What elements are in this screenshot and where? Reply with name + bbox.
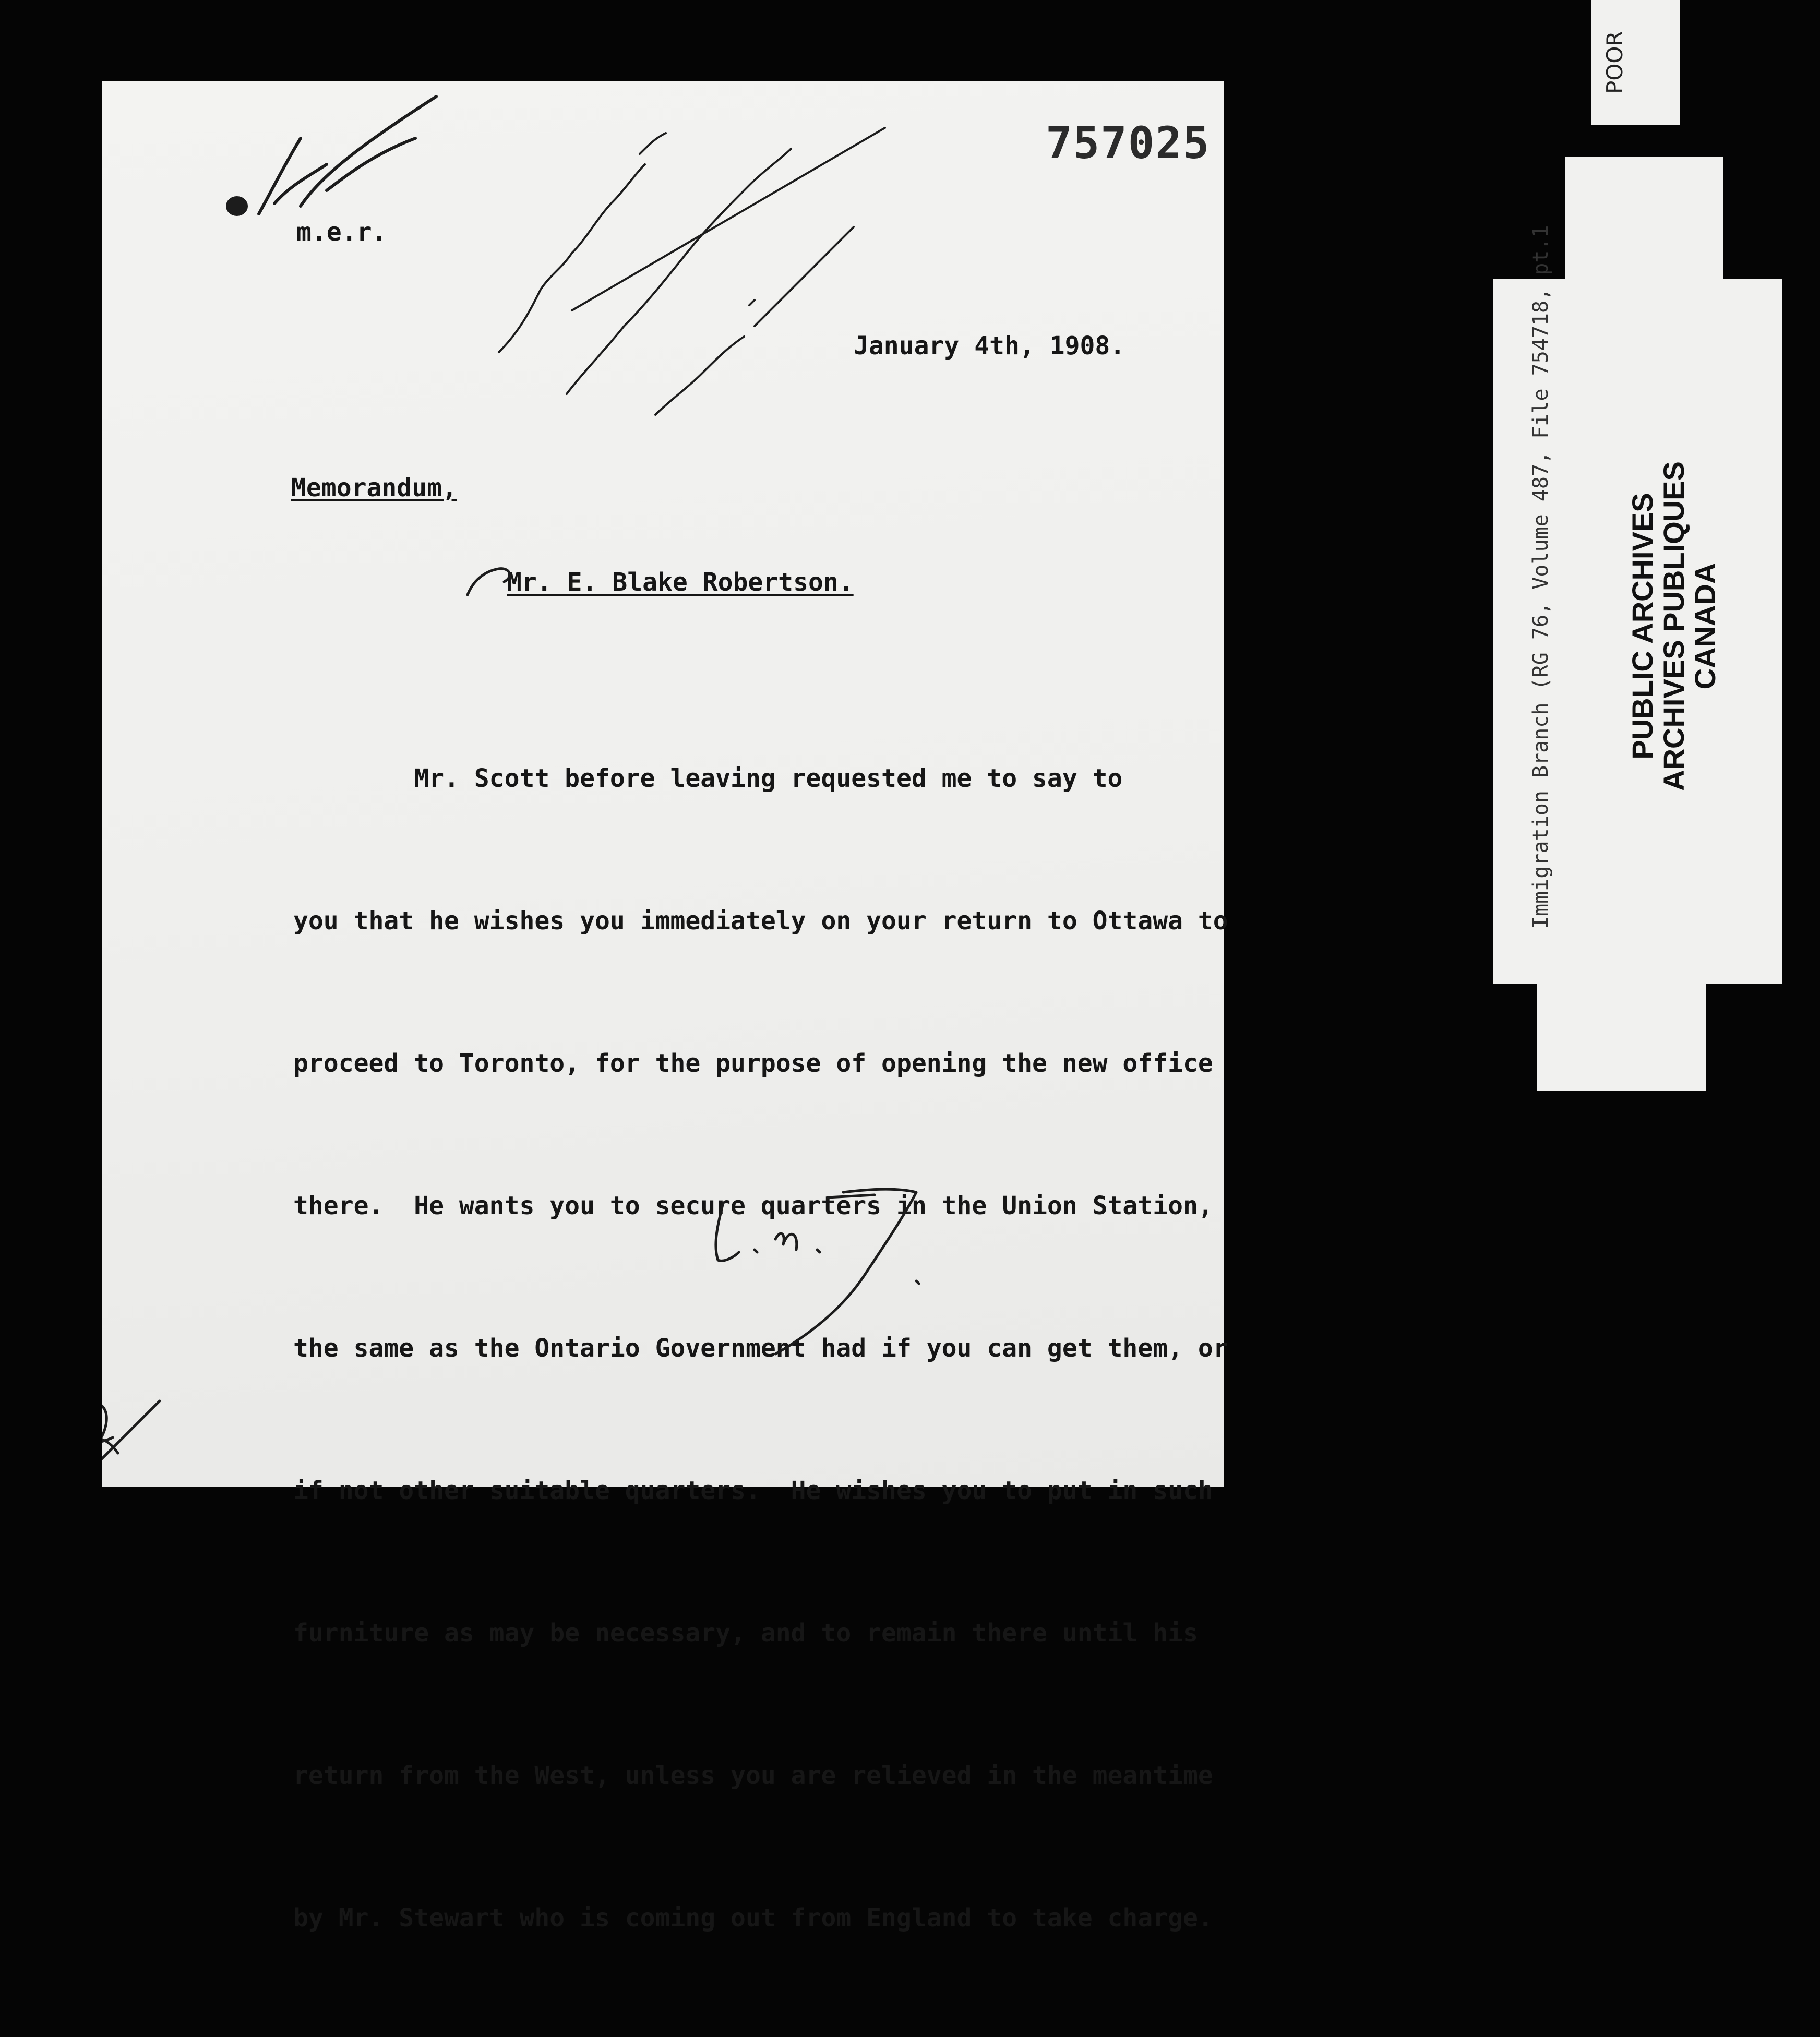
memo-page [102,81,1228,1933]
archive-name-line: PUBLIC ARCHIVES [1626,493,1659,760]
archive-mark [102,1401,160,1464]
memo-addressee: Mr. E. Blake Robertson. [507,568,854,597]
body-line: Mr. Scott before leaving requested me to say to [293,764,1123,793]
body-line: by Mr. Stewart who is coming out from England to take charge. [293,1903,1213,1933]
memo-body [293,660,1295,2037]
memo-heading: Memorandum, [291,473,457,502]
archive-name-line: CANADA [1689,562,1721,690]
body-line: proceed to Toronto, for the purpose of opening the new office [293,1049,1213,1078]
memo-date: January 4th, 1908. [854,331,1125,361]
body-line: furniture as may be necessary, and to remain there until his [293,1619,1198,1648]
archive-name [1627,438,1721,814]
body-line: there. He wants you to secure quarters in the Union Station, [293,1191,1213,1220]
typist-initials: m.e.r. [296,218,387,247]
file-number-stamp: 757025 [1046,117,1211,169]
body-line: the same as the Ontario Government had if you can get them, or [293,1334,1228,1363]
label-tab-top [1565,157,1723,290]
handwritten-note-ink [499,128,885,415]
addressee-flourish [468,569,510,595]
body-line: return from the West, unless you are relieved in the meantime [293,1761,1213,1790]
body-line: you that he wishes you immediately on your return to Ottawa to [293,906,1228,936]
archive-source-reference: Immigration Branch (RG 76, Volume 487, File 754718, pt.1 [1529,225,1553,929]
check-mark-scribble [228,97,436,214]
archive-name-line: ARCHIVES PUBLIQUES [1657,461,1690,791]
body-line: if not other suitable quarters. He wishes you to put in such [293,1476,1213,1505]
label-tab-bottom [1537,981,1706,1091]
corner-tab-label: POOR [1602,31,1627,94]
